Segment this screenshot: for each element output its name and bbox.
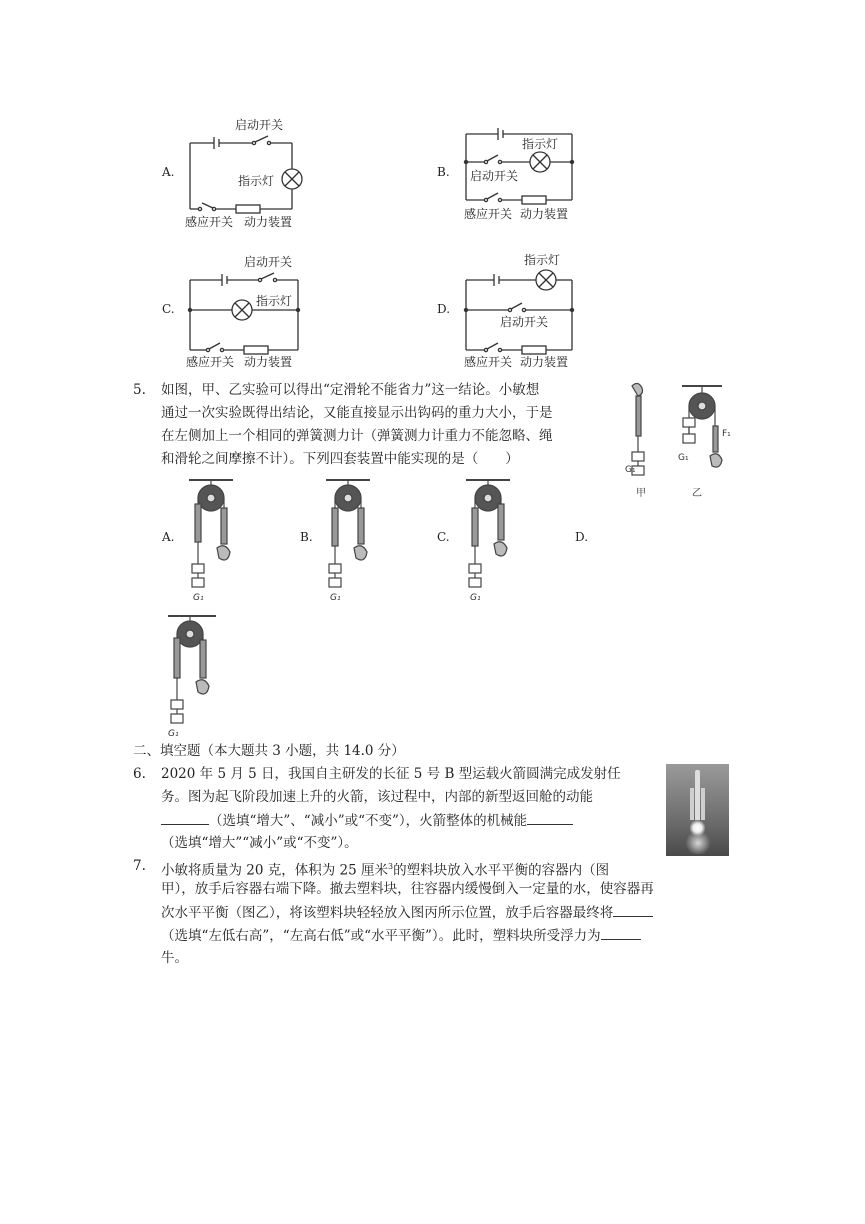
q4-option-b-circuit (462, 122, 580, 222)
sensor-switch-label: 感应开关 (464, 207, 513, 221)
power-device-label: 动力装置 (520, 355, 569, 369)
g1-label: G₁ (168, 729, 179, 739)
f1-label: F₁ (722, 429, 731, 439)
q7-line (161, 856, 609, 882)
start-switch-label: 启动开关 (500, 315, 549, 329)
q6-number: 6. (133, 766, 146, 782)
start-switch-label: 启动开关 (235, 118, 284, 132)
section-title: 二、填空题（本大题共 3 小题，共 14.0 分） (133, 743, 405, 759)
q4-option-a-letter: A. (162, 165, 175, 179)
q4-option-c-circuit (182, 252, 310, 370)
q7-line: 牛。 (161, 950, 188, 966)
indicator-lamp-label: 指示灯 (524, 253, 561, 267)
yi-label: 乙 (692, 488, 702, 499)
q4-option-b-letter: B. (437, 165, 450, 179)
q7-number: 7. (133, 858, 146, 874)
q5-line: 和滑轮之间摩擦不计）。下列四套装置中能实现的是（ ） (161, 451, 519, 467)
answer-blank[interactable] (613, 902, 653, 917)
indicator-lamp-label: 指示灯 (256, 294, 293, 308)
q5-text (161, 380, 621, 470)
q5-apparatus-a (185, 474, 245, 604)
sensor-switch-label: 感应开关 (185, 215, 234, 229)
q5-option-d-letter: D. (575, 530, 589, 544)
q7-line (161, 925, 641, 947)
q5-apparatus-c (462, 474, 522, 604)
q6-line: （选填“增大”“减小”或“不变”）。 (161, 835, 358, 851)
q5-apparatus-d (164, 610, 224, 740)
q5-option-c-letter: C. (437, 530, 450, 544)
q5-line: 通过一次实验既得出结论，又能直接显示出钩码的重力大小，于是 (161, 405, 553, 421)
q7-text: 的塑料块放入水平平衡的容器内（图 (393, 862, 610, 879)
q7-text: （选填“左低右高”，“左高右低”或“水平平衡”）。此时，塑料块所受浮力为 (161, 928, 601, 944)
q6-line (161, 810, 573, 832)
q7-line: 甲），放手后容器右端下降。撤去塑料块，往容器内缓慢倒入一定量的水，使容器再 (161, 881, 654, 897)
jia-label: 甲 (636, 488, 646, 499)
start-switch-label: 启动开关 (470, 169, 519, 183)
q6-line: 务。图为起飞阶段加速上升的火箭，该过程中，内部的新型返回舱的动能 (161, 789, 593, 805)
g1-label: G₁ (330, 593, 341, 603)
q5-line: 如图，甲、乙实验可以得出“定滑轮不能省力”这一结论。小敏想 (161, 382, 540, 398)
answer-blank[interactable] (527, 810, 573, 825)
q4-option-d-letter: D. (437, 302, 451, 316)
g1-label: G₁ (625, 465, 636, 475)
rocket-photo (666, 764, 729, 856)
q5-apparatus-b (322, 474, 382, 604)
power-device-label: 动力装置 (520, 207, 569, 221)
q7-text: 次水平平衡（图乙），将该塑料块轻轻放入图丙所示位置，放手后容器最终将 (161, 905, 614, 921)
q5-reference-figure (622, 378, 732, 503)
power-device-label: 动力装置 (244, 355, 293, 369)
q5-option-a-letter: A. (162, 530, 175, 544)
g1-label: G₁ (678, 453, 689, 463)
answer-blank[interactable] (161, 810, 209, 825)
start-switch-label: 启动开关 (244, 255, 293, 269)
g1-label: G₁ (193, 593, 204, 603)
q4-option-d-circuit (462, 250, 582, 370)
q6-line: 2020 年 5 月 5 日，我国自主研发的长征 5 号 B 型运载火箭圆满完成发射任 (161, 766, 621, 782)
g1-label: G₁ (470, 593, 481, 603)
power-device-label: 动力装置 (244, 215, 293, 229)
sensor-switch-label: 感应开关 (464, 355, 513, 369)
q4-option-c-letter: C. (162, 302, 175, 316)
indicator-lamp-label: 指示灯 (522, 137, 559, 151)
q6-text: （选填“增大”、“减小”或“不变”），火箭整体的机械能 (209, 813, 528, 829)
q7-text: 小敏将质量为 20 克，体积为 25 厘米 (161, 862, 389, 879)
q5-line: 在左侧加上一个相同的弹簧测力计（弹簧测力计重力不能忽略、绳 (161, 428, 553, 444)
indicator-lamp-label: 指示灯 (238, 174, 275, 188)
q7-line (161, 902, 653, 924)
sensor-switch-label: 感应开关 (186, 355, 235, 369)
q5-option-b-letter: B. (300, 530, 313, 544)
answer-blank[interactable] (601, 925, 641, 940)
q5-number: 5. (133, 382, 146, 398)
q7-superscript: 3 (388, 862, 394, 871)
q4-option-a-circuit (180, 115, 310, 230)
